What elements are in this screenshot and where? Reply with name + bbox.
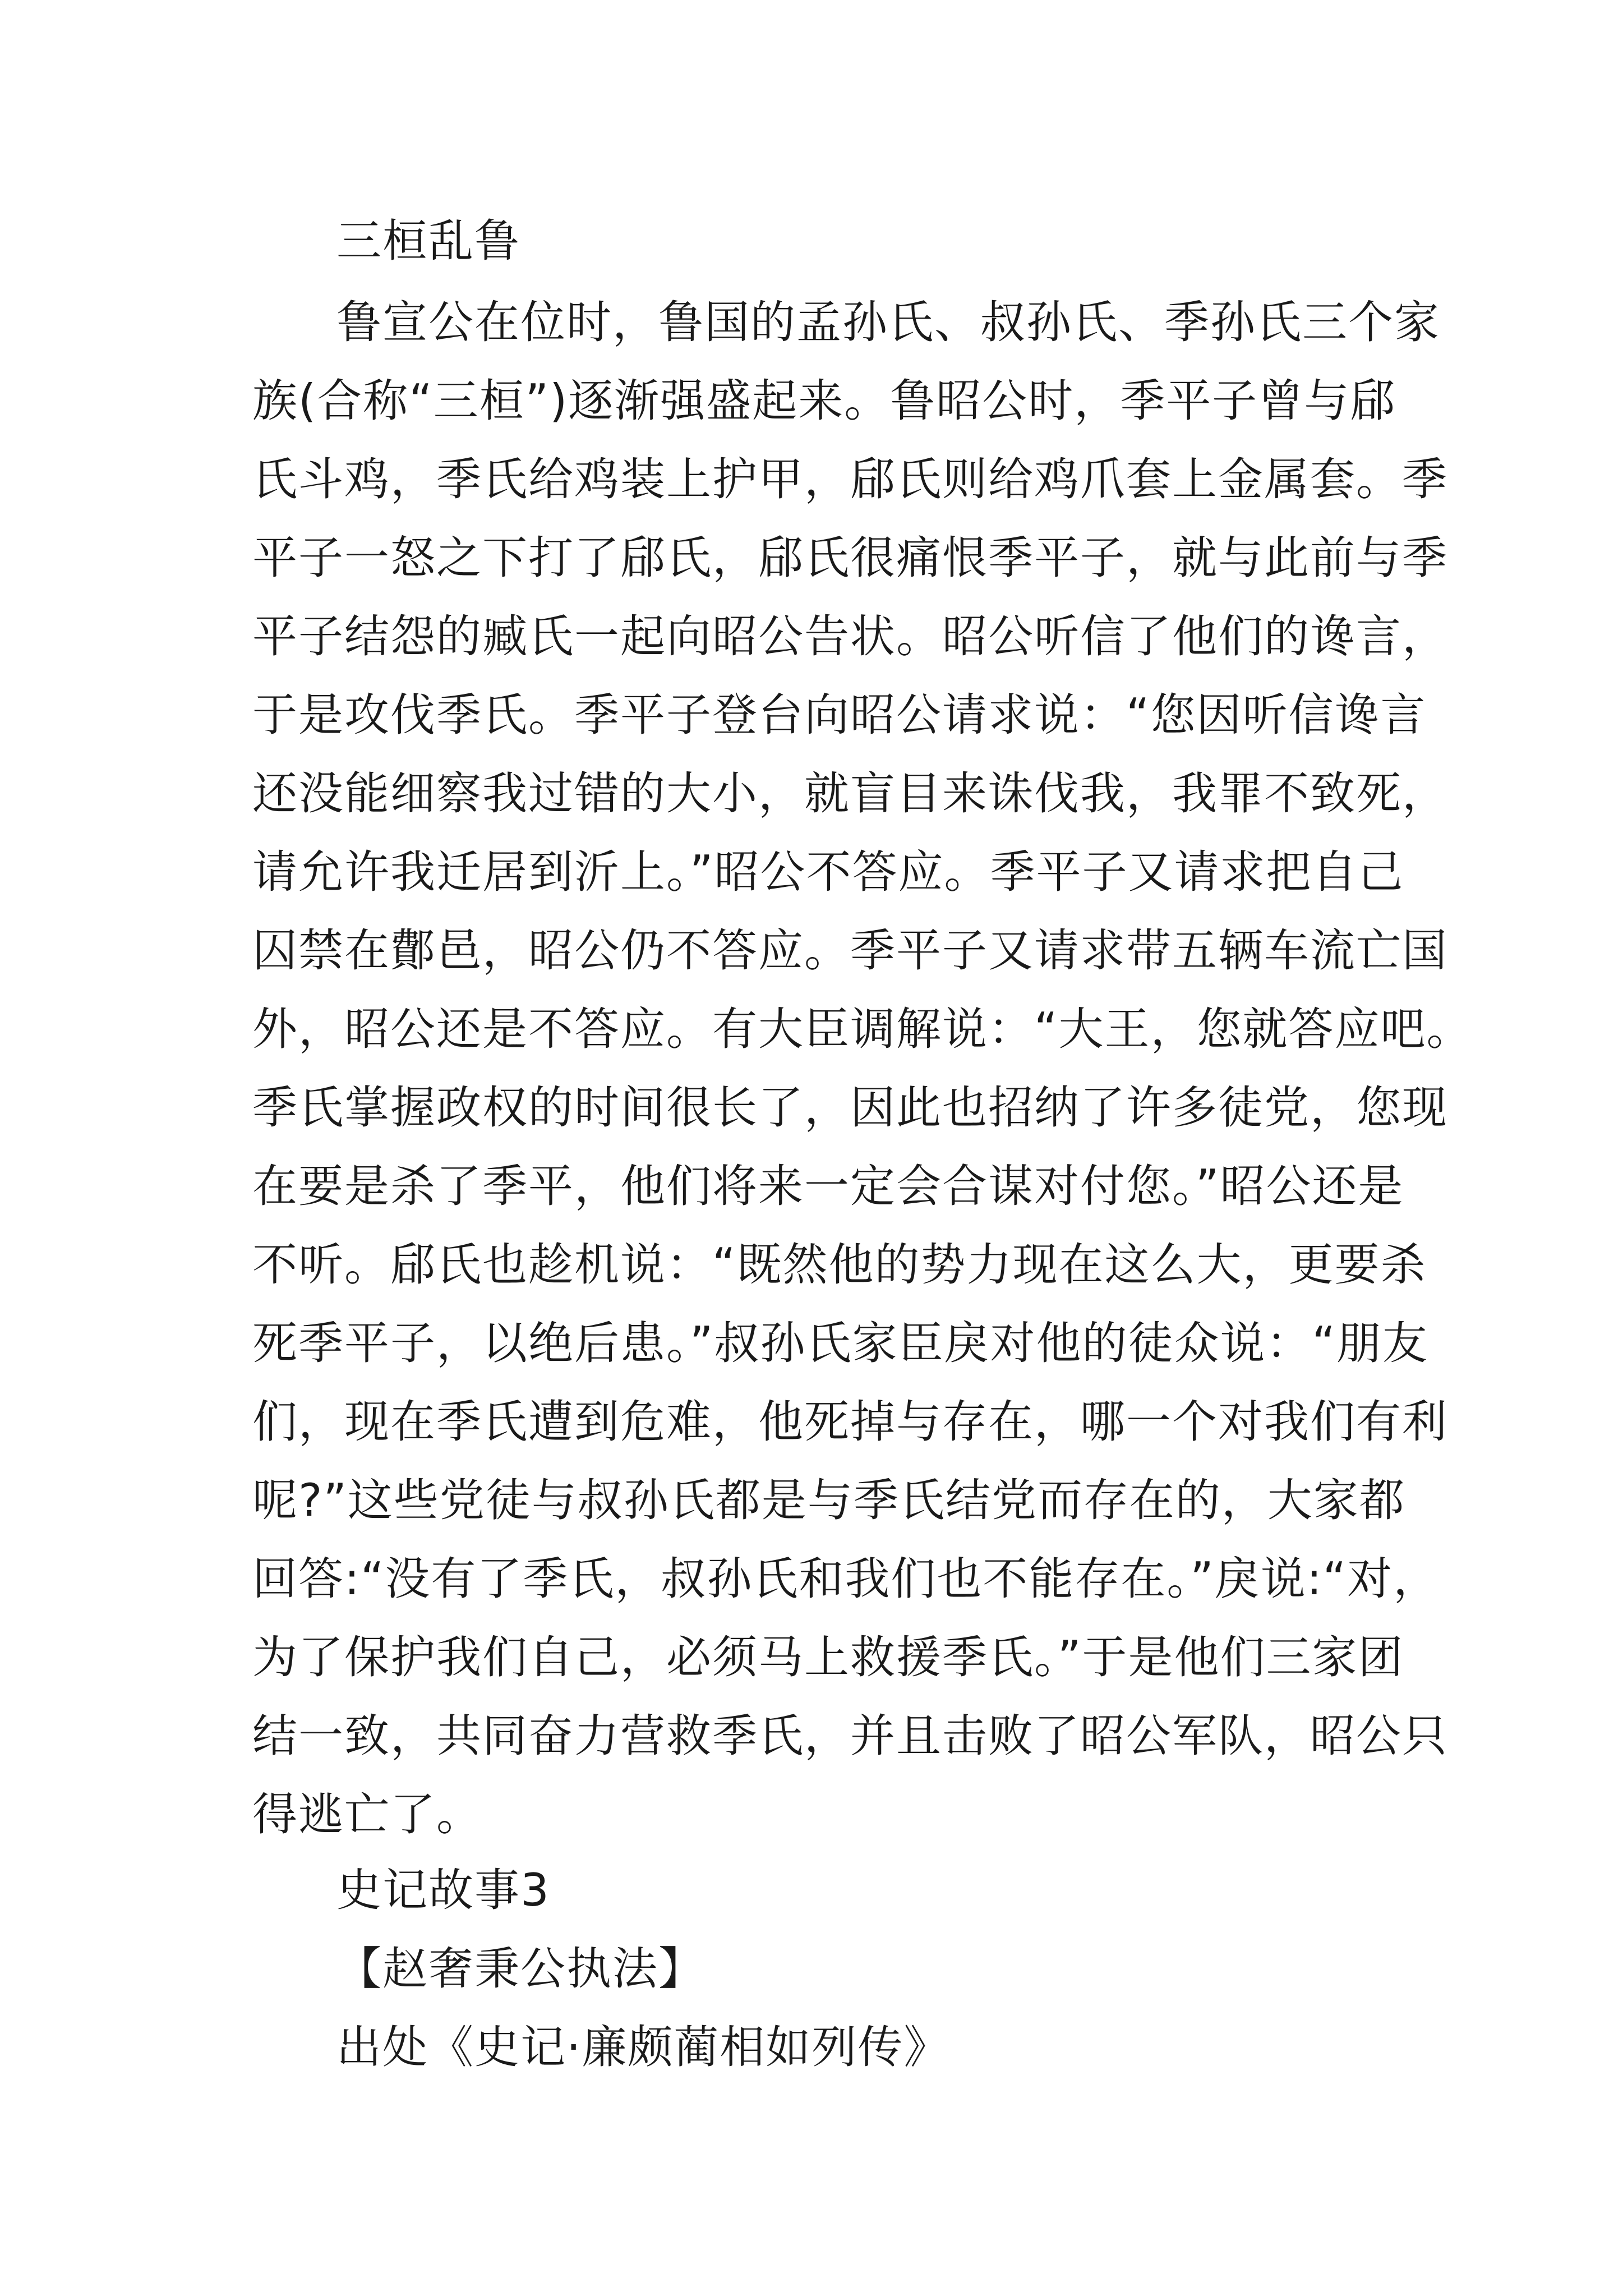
paragraph-line: 结一致，共同奋力营救季氏，并且击败了昭公军队，昭公只 <box>252 1710 1448 1762</box>
paragraph-line: 呢?”这些党徒与叔孙氏都是与季氏结党而存在的，大家都 <box>252 1474 1405 1526</box>
section-title: 史记故事3 <box>336 1864 550 1916</box>
paragraph-line: 不听。郈氏也趁机说：“既然他的势力现在这么大，更要杀 <box>252 1239 1427 1291</box>
paragraph-line: 族(合称“三桓”)逐渐强盛起来。鲁昭公时，季平子曾与郈 <box>252 375 1396 427</box>
paragraph-line: 囚禁在鄪邑，昭公仍不答应。季平子又请求带五辆车流亡国 <box>252 924 1448 977</box>
paragraph-line: 平子结怨的臧氏一起向昭公告状。昭公听信了他们的谗言， <box>252 610 1448 662</box>
paragraph-line: 于是攻伐季氏。季平子登台向昭公请求说：“您因听信谗言 <box>252 689 1427 741</box>
paragraph-line: 氏斗鸡，季氏给鸡装上护甲，郈氏则给鸡爪套上金属套。季 <box>252 453 1448 505</box>
story-title: 【赵奢秉公执法】 <box>336 1943 704 1995</box>
paragraph-line: 外，昭公还是不答应。有大臣调解说：“大王，您就答应吧。 <box>252 1003 1473 1055</box>
source-line: 出处《史记·廉颇蔺相如列传》 <box>336 2021 950 2073</box>
paragraph-line: 为了保护我们自己，必须马上救援季氏。”于是他们三家团 <box>252 1631 1404 1683</box>
paragraph-line: 鲁宣公在位时，鲁国的孟孙氏、叔孙氏、季孙氏三个家 <box>336 296 1440 348</box>
section-title: 三桓乱鲁 <box>336 215 520 267</box>
paragraph-line: 还没能细察我过错的大小，就盲目来诛伐我，我罪不致死， <box>252 767 1448 820</box>
paragraph-line: 们，现在季氏遭到危难，他死掉与存在，哪一个对我们有利 <box>252 1396 1448 1448</box>
paragraph-line: 在要是杀了季平，他们将来一定会合谋对付您。”昭公还是 <box>252 1160 1404 1212</box>
paragraph-line: 死季平子，以绝后患。”叔孙氏家臣戾对他的徒众说：“朋友 <box>252 1317 1428 1369</box>
paragraph-line: 回答:“没有了季氏，叔孙氏和我们也不能存在。”戾说:“对， <box>252 1553 1440 1605</box>
paragraph-line: 季氏掌握政权的时间很长了，因此也招纳了许多徒党，您现 <box>252 1082 1448 1134</box>
paragraph-line: 平子一怒之下打了郈氏，郈氏很痛恨季平子，就与此前与季 <box>252 532 1448 584</box>
paragraph-line: 请允许我迁居到沂上。”昭公不答应。季平子又请求把自己 <box>252 846 1404 898</box>
paragraph-line: 得逃亡了。 <box>252 1788 482 1841</box>
